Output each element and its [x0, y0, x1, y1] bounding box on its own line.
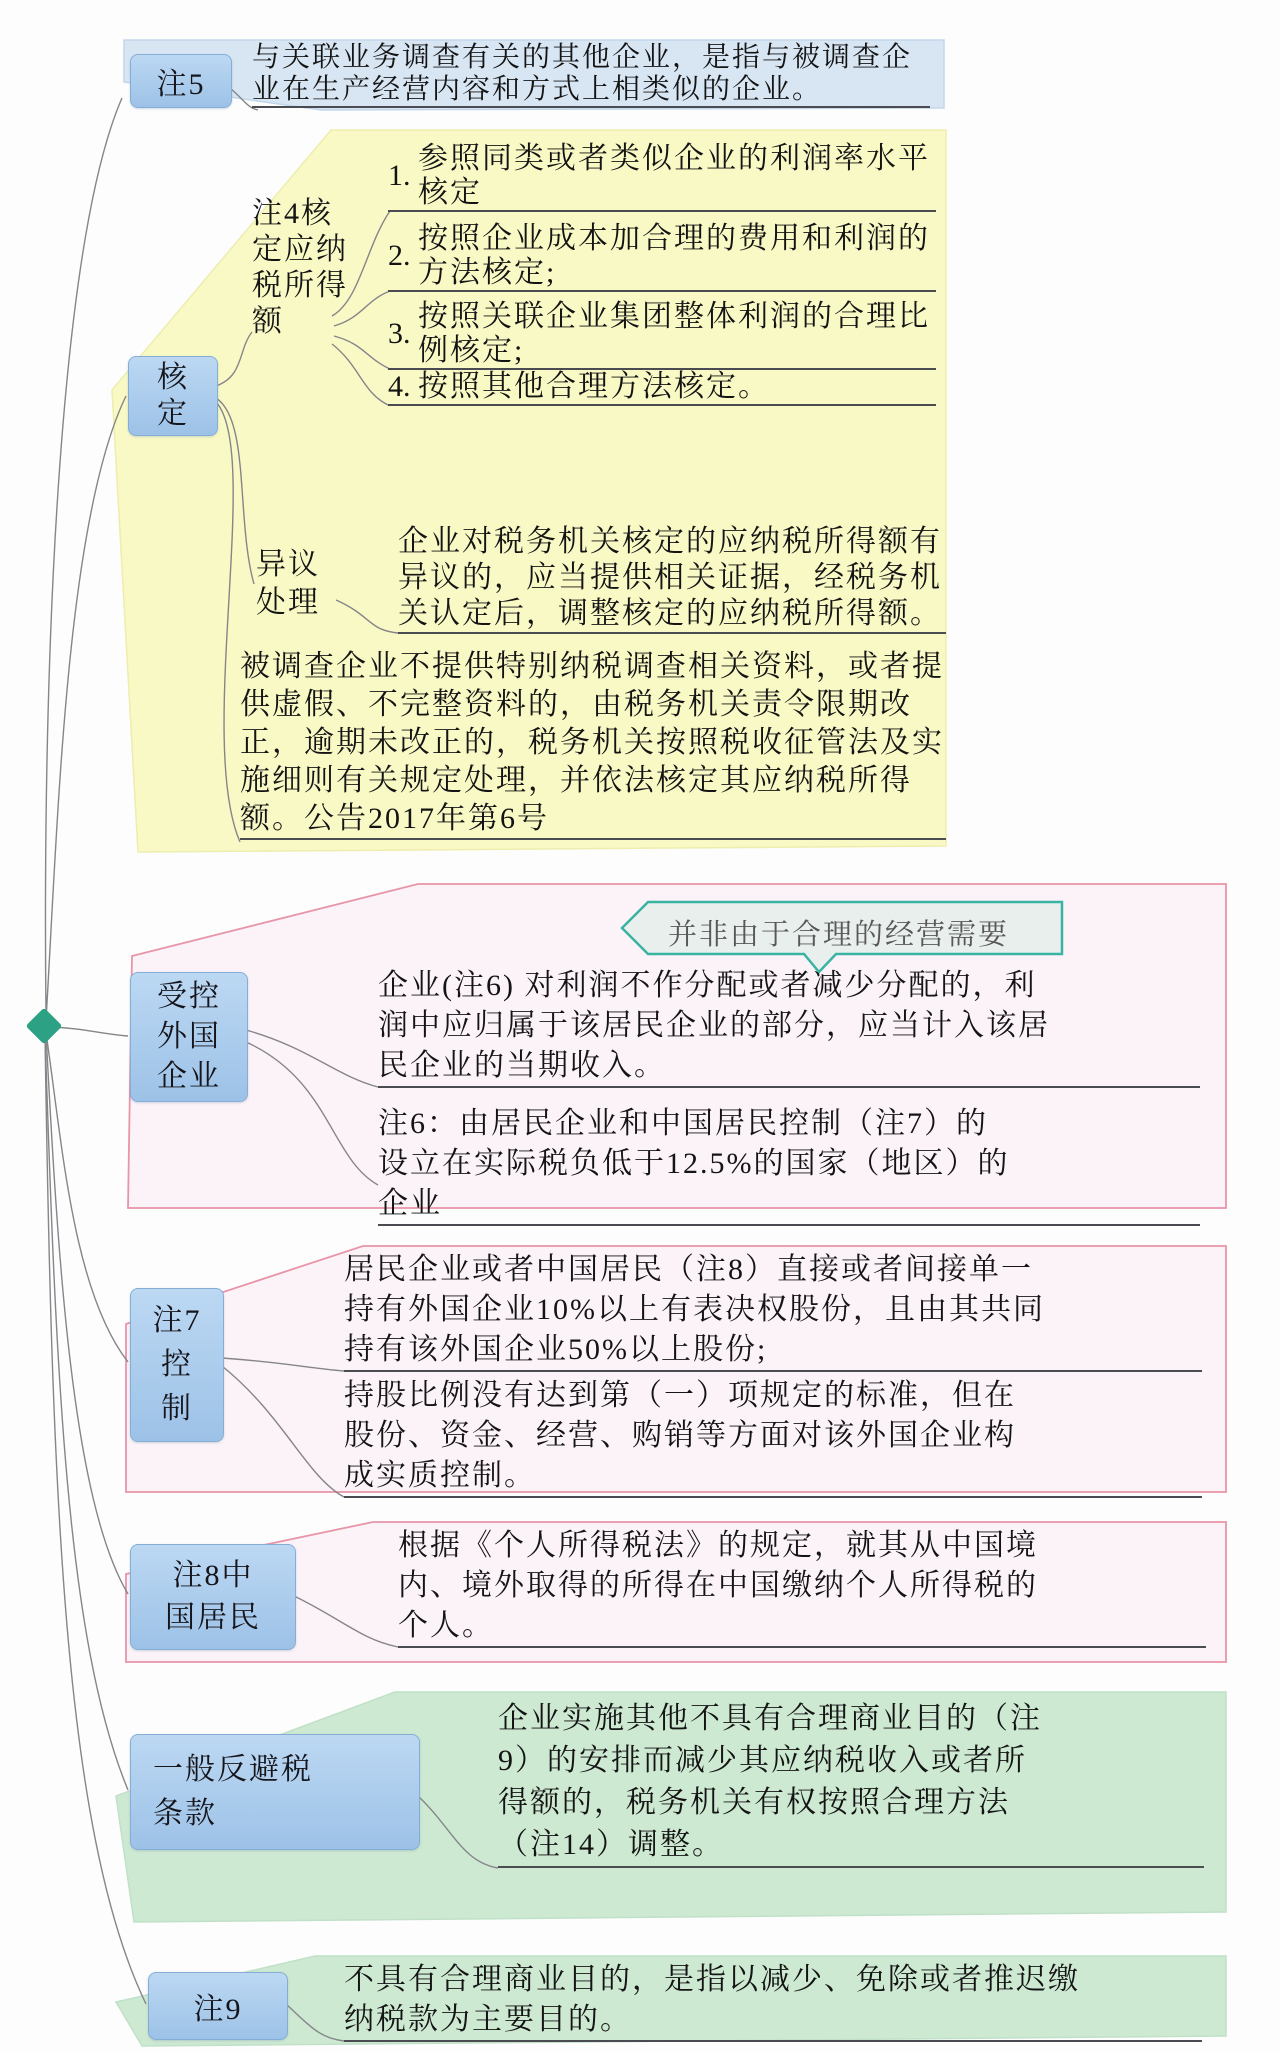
topic-method-1[interactable]: [388, 142, 936, 212]
topic-heding-note-text[interactable]: 被调查企业不提供特别纳税调查相关资料，或者提供虚假、不完整资料的，由税务机关责令限期改正，逾期未改正的，税务机关按照税收征管法及实施细则有关规定处理，并依法核定其应纳税所得额。公告2017年第6号: [240, 648, 946, 840]
topic-cfc-text1[interactable]: 企业(注6) 对利润不作分配或者减少分配的，利润中应归属于该居民企业的部分，应当计入该居民企业的当期收入。: [378, 966, 1200, 1088]
topic-cfc-text2[interactable]: 注6：由居民企业和中国居民控制（注7）的设立在实际税负低于12.5%的国家（地区）的企业: [378, 1104, 1200, 1226]
item-number: 4.: [388, 370, 411, 403]
label-heding-text: 核定: [157, 361, 189, 430]
item-number: 2.: [388, 239, 411, 272]
topic-method-2[interactable]: [388, 222, 936, 292]
label-note5[interactable]: [130, 54, 232, 108]
topic-method-4[interactable]: [388, 370, 936, 406]
item-number: 1.: [388, 159, 411, 192]
connector-root-gaar: [45, 1035, 128, 1790]
label-gaar[interactable]: [130, 1734, 420, 1850]
item-text: 参照同类或者类似企业的利润率水平核定: [418, 142, 930, 209]
topic-method-3[interactable]: [388, 300, 936, 370]
topic-note5-text[interactable]: 与关联业务调查有关的其他企业，是指与被调查企业在生产经营内容和方式上相类似的企业。: [252, 42, 930, 108]
label-gaar-text: 一般反避税条款: [153, 1753, 313, 1830]
label-note7[interactable]: [130, 1288, 224, 1442]
connector-root-note7: [46, 1033, 128, 1362]
item-text: 按照企业成本加合理的费用和利润的方法核定;: [418, 222, 930, 289]
item-text: 按照其他合理方法核定。: [418, 370, 770, 403]
label-note9[interactable]: [148, 1972, 288, 2040]
label-note4[interactable]: 注4核定应纳税所得额: [252, 197, 348, 338]
label-note9-text: 注9: [193, 1993, 243, 2026]
label-cfc[interactable]: [130, 972, 248, 1102]
label-heding[interactable]: [128, 356, 218, 436]
topic-note7-text1[interactable]: 居民企业或者中国居民（注8）直接或者间接单一持有外国企业10%以上有表决权股份，且由其共同持有该外国企业50%以上股份;: [344, 1250, 1202, 1372]
item-number: 3.: [388, 317, 411, 350]
connector-root-note8: [46, 1034, 128, 1594]
label-note8[interactable]: [130, 1544, 296, 1650]
label-note7-text: 注7控制: [152, 1304, 202, 1425]
topic-note7-text2[interactable]: 持股比例没有达到第（一）项规定的标准，但在股份、资金、经营、购销等方面对该外国企业构成实质控制。: [344, 1376, 1202, 1498]
topic-objection-text[interactable]: 企业对税务机关核定的应纳税所得额有异议的，应当提供相关证据，经税务机关认定后，调整核定的应纳税所得额。: [398, 524, 946, 634]
topic-gaar-text[interactable]: 企业实施其他不具有合理商业目的（注9）的安排而减少其应纳税收入或者所得额的，税务机关有权按照合理方法（注14）调整。: [498, 1698, 1204, 1868]
label-cfc-text: 受控外国企业: [157, 980, 221, 1093]
label-note8-text: 注8中国居民: [165, 1559, 261, 1634]
label-objection[interactable]: 异议处理: [256, 548, 320, 619]
root-diamond-node[interactable]: [26, 1008, 63, 1045]
label-note5-text: 注5: [156, 68, 206, 101]
item-text: 按照关联企业集团整体利润的合理比例核定;: [418, 300, 930, 367]
topic-note9-text[interactable]: 不具有合理商业目的，是指以减少、免除或者推迟缴纳税款为主要目的。: [344, 1960, 1202, 2042]
topic-note8-text[interactable]: 根据《个人所得税法》的规定，就其从中国境内、境外取得的所得在中国缴纳个人所得税的个人。: [398, 1526, 1206, 1648]
callout-text[interactable]: 并非由于合理的经营需要: [668, 919, 1010, 951]
